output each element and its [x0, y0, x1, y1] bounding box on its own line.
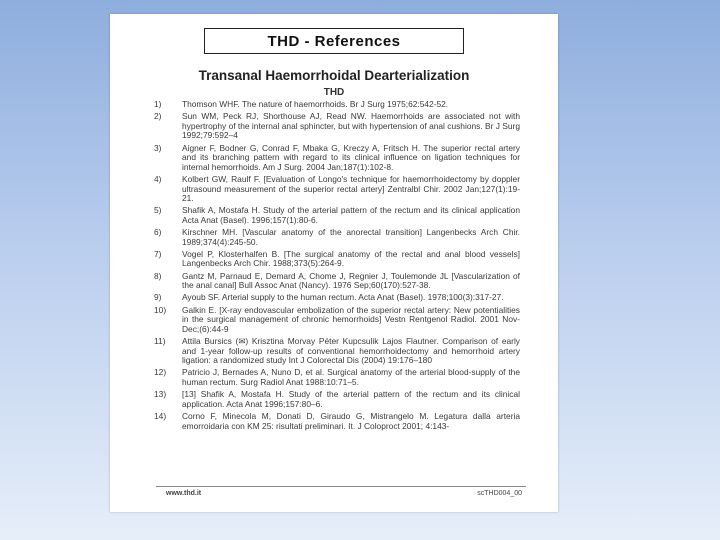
reference-item [154, 390, 520, 409]
reference-text: Patricio J, Bernades A, Nuno D, et al. Surgical anatomy of the arterial blood-supply of the human rectum. Surg Radiol Anat 1988:10:71–5. [182, 367, 520, 387]
reference-item [154, 293, 520, 303]
footer-divider [156, 486, 526, 487]
reference-item [154, 250, 520, 269]
reference-item [154, 100, 520, 110]
reference-item [154, 337, 520, 366]
reference-item [154, 272, 520, 291]
reference-number: 9) [154, 292, 162, 303]
reference-item [154, 306, 520, 335]
reference-number: 11) [154, 336, 166, 346]
reference-number: 6) [154, 227, 162, 238]
reference-number: 8) [154, 270, 162, 281]
reference-item [154, 368, 520, 387]
reference-item [154, 228, 520, 247]
reference-text: Attila Bursics (✉) Krisztina Morvay Péter Kupcsulik Lajos Flautner. Comparison of early and 1-year follow-up results of conventional hemorrhoidectomy and hemorrhoid artery ligation: a randomized study Int J Colorectal Dis (2004) 19:176–180 [182, 336, 520, 366]
reference-number: 2) [154, 111, 162, 122]
reference-text: Aigner F, Bodner G, Conrad F, Mbaka G, Kreczy A, Fritsch H. The superior rectal artery and its branching pattern with regard to its clinical influence on ligation techniques for internal hemorrhoids. Am J Surg. 2004 Jan;187(1):102-8. [182, 142, 520, 172]
document-page [110, 14, 558, 512]
reference-item [154, 112, 520, 141]
reference-number: 14) [154, 410, 167, 421]
reference-text: Vogel P, Klosterhalfen B. [The surgical anatomy of the rectal and anal blood vessels] Langenbecks Arch Chir. 1988;373(5):264-9. [182, 248, 520, 269]
footer-doc-code: scTHD004_00 [477, 490, 522, 497]
reference-text: Galkin E. [X-ray endovascular embolization of the superior rectal artery: New potentialities in the surgical management of chronic hemorrhoids] Vestn Rentgenol Radiol. 2001 Nov-Dec;(6):44-9 [182, 304, 520, 334]
reference-text: Kirschner MH. [Vascular anatomy of the anorectal transition] Langenbecks Arch Chir. 1989;374(4):245-50. [182, 227, 520, 247]
reference-number: 1) [154, 99, 162, 109]
reference-number: 12) [154, 367, 167, 378]
document-title: Transanal Haemorrhoidal Dearterialization [198, 68, 470, 83]
reference-number: 13) [154, 389, 167, 400]
reference-text: Thomson WHF. The nature of haemorrhoids. Br J Surg 1975;62:542-52. [182, 99, 449, 109]
header-title-box [204, 28, 464, 54]
reference-text: Shafik A, Mostafa H. Study of the arterial pattern of the rectum and its clinical application Acta Anat (Basel). 1996;157(1):80-6. [182, 205, 520, 225]
reference-item [154, 412, 520, 431]
reference-text: Corno F, Minecola M, Donati D, Giraudo G, Mistrangelo M. Legatura dalla arteria emorroidaria con KM 25: risultati preliminari. It. J Coloproct 2001; 4:143- [182, 410, 520, 431]
reference-list [154, 100, 520, 434]
reference-item [154, 144, 520, 173]
header-title: THD - References [267, 32, 401, 50]
reference-text: Kolbert GW, Raulf F. [Evaluation of Longo's technique for haemorrhoidectomy by doppler ultrasound measurement of the superior rectal artery] Zentralbl Chir. 2002 Jan;127(1):19-21. [182, 173, 520, 204]
reference-text: Ayoub SF. Arterial supply to the human rectum. Acta Anat (Basel). 1978;100(3):317-27. [182, 292, 504, 303]
reference-text: [13] Shafik A, Mostafa H. Study of the arterial pattern of the rectum and its clinical application. Acta Anat 1996;157:80–6. [182, 389, 520, 409]
reference-item [154, 206, 520, 225]
footer-website: www.thd.it [166, 490, 202, 497]
reference-text: Gantz M, Parnaud E, Demard A, Chome J, Regnier J, Toulemonde JL [Vascularization of the anal canal] Bull Assoc Anat (Nancy). 1976 Sep;60(170):527-38. [182, 270, 520, 291]
reference-number: 10) [154, 304, 167, 315]
reference-number: 7) [154, 248, 162, 259]
reference-text: Sun WM, Peck RJ, Shorthouse AJ, Read NW. Haemorrhoids are associated not with hypertrophy of the internal anal sphincter, but with hypertension of anal cushions. Br J Surg 1992;79:592–4 [182, 111, 520, 141]
reference-number: 4) [154, 173, 162, 184]
reference-item [154, 175, 520, 204]
reference-number: 5) [154, 205, 162, 216]
document-subtitle: THD [323, 87, 345, 98]
reference-number: 3) [154, 142, 162, 153]
